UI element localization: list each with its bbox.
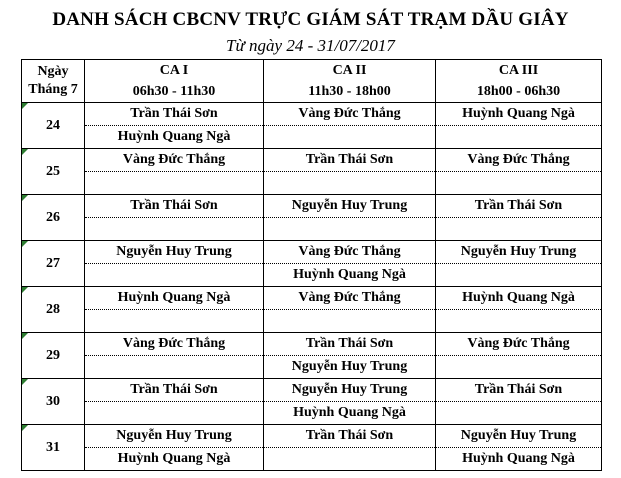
schedule-table xyxy=(21,59,602,471)
table-row xyxy=(22,333,602,356)
document-title: DANH SÁCH CBCNV TRỰC GIÁM SÁT TRẠM DẦU GIÂY xyxy=(52,9,569,30)
header-day xyxy=(22,60,85,103)
shift-2-person-1: Vàng Đức Thắng xyxy=(264,103,436,126)
shift-1-person-2 xyxy=(85,310,264,333)
shift-3-person-2 xyxy=(436,218,602,241)
shift-1-person-2 xyxy=(85,172,264,195)
table-row xyxy=(22,195,602,218)
shift-1-person-2: Huỳnh Quang Ngà xyxy=(85,126,264,149)
shift-1-person-1: Nguyễn Huy Trung xyxy=(85,241,264,264)
day-cell: 30 xyxy=(22,379,85,425)
shift-3-person-1: Vàng Đức Thắng xyxy=(436,333,602,356)
header-shift-1-time: 06h30 - 11h30 xyxy=(85,81,264,103)
shift-3-person-2 xyxy=(436,264,602,287)
shift-1-person-2 xyxy=(85,264,264,287)
day-cell: 24 xyxy=(22,103,85,149)
header-shift-1-name: CA I xyxy=(85,60,264,82)
shift-3-person-2: Huỳnh Quang Ngà xyxy=(436,448,602,471)
shift-2-person-1: Vàng Đức Thắng xyxy=(264,241,436,264)
table-row-second-line xyxy=(22,402,602,425)
day-cell: 26 xyxy=(22,195,85,241)
table-row xyxy=(22,379,602,402)
day-cell: 25 xyxy=(22,149,85,195)
shift-2-person-1: Nguyễn Huy Trung xyxy=(264,379,436,402)
shift-2-person-2 xyxy=(264,448,436,471)
header-shift-2-name: CA II xyxy=(264,60,436,82)
table-row-second-line xyxy=(22,172,602,195)
shift-1-person-1: Nguyễn Huy Trung xyxy=(85,425,264,448)
shift-3-person-1: Nguyễn Huy Trung xyxy=(436,425,602,448)
document-subtitle: Từ ngày 24 - 31/07/2017 xyxy=(226,36,395,55)
shift-3-person-1: Huỳnh Quang Ngà xyxy=(436,103,602,126)
shift-1-person-1: Vàng Đức Thắng xyxy=(85,333,264,356)
shift-3-person-2 xyxy=(436,402,602,425)
table-row-second-line xyxy=(22,448,602,471)
shift-1-person-2: Huỳnh Quang Ngà xyxy=(85,448,264,471)
shift-2-person-2: Huỳnh Quang Ngà xyxy=(264,264,436,287)
table-row xyxy=(22,149,602,172)
day-cell: 31 xyxy=(22,425,85,471)
header-shift-2-time: 11h30 - 18h00 xyxy=(264,81,436,103)
shift-2-person-1: Trần Thái Sơn xyxy=(264,425,436,448)
shift-1-person-1: Trần Thái Sơn xyxy=(85,103,264,126)
shift-3-person-2 xyxy=(436,356,602,379)
table-row-second-line xyxy=(22,126,602,149)
shift-3-person-1: Trần Thái Sơn xyxy=(436,379,602,402)
day-cell: 28 xyxy=(22,287,85,333)
shift-2-person-2 xyxy=(264,172,436,195)
shift-3-person-1: Huỳnh Quang Ngà xyxy=(436,287,602,310)
shift-1-person-2 xyxy=(85,402,264,425)
shift-2-person-2 xyxy=(264,126,436,149)
shift-2-person-2 xyxy=(264,218,436,241)
shift-1-person-2 xyxy=(85,356,264,379)
shift-2-person-1: Vàng Đức Thắng xyxy=(264,287,436,310)
table-row xyxy=(22,103,602,126)
shift-3-person-1: Trần Thái Sơn xyxy=(436,195,602,218)
shift-3-person-2 xyxy=(436,172,602,195)
shift-2-person-2: Nguyễn Huy Trung xyxy=(264,356,436,379)
shift-1-person-2 xyxy=(85,218,264,241)
shift-2-person-1: Trần Thái Sơn xyxy=(264,333,436,356)
shift-2-person-2 xyxy=(264,310,436,333)
table-row xyxy=(22,425,602,448)
table-row xyxy=(22,287,602,310)
table-row-second-line xyxy=(22,264,602,287)
shift-1-person-1: Vàng Đức Thắng xyxy=(85,149,264,172)
shift-3-person-2 xyxy=(436,126,602,149)
table-row-second-line xyxy=(22,356,602,379)
shift-3-person-1: Nguyễn Huy Trung xyxy=(436,241,602,264)
day-cell: 29 xyxy=(22,333,85,379)
shift-3-person-1: Vàng Đức Thắng xyxy=(436,149,602,172)
shift-1-person-1: Huỳnh Quang Ngà xyxy=(85,287,264,310)
header-day-line1: Ngày xyxy=(37,64,69,79)
shift-1-person-1: Trần Thái Sơn xyxy=(85,379,264,402)
table-row-second-line xyxy=(22,310,602,333)
header-shift-3-time: 18h00 - 06h30 xyxy=(436,81,602,103)
header-day-line2: Tháng 7 xyxy=(28,82,78,97)
day-cell: 27 xyxy=(22,241,85,287)
shift-2-person-1: Nguyễn Huy Trung xyxy=(264,195,436,218)
table-row xyxy=(22,241,602,264)
shift-2-person-2: Huỳnh Quang Ngà xyxy=(264,402,436,425)
header-shift-3-name: CA III xyxy=(436,60,602,82)
shift-2-person-1: Trần Thái Sơn xyxy=(264,149,436,172)
shift-1-person-1: Trần Thái Sơn xyxy=(85,195,264,218)
table-row-second-line xyxy=(22,218,602,241)
shift-3-person-2 xyxy=(436,310,602,333)
